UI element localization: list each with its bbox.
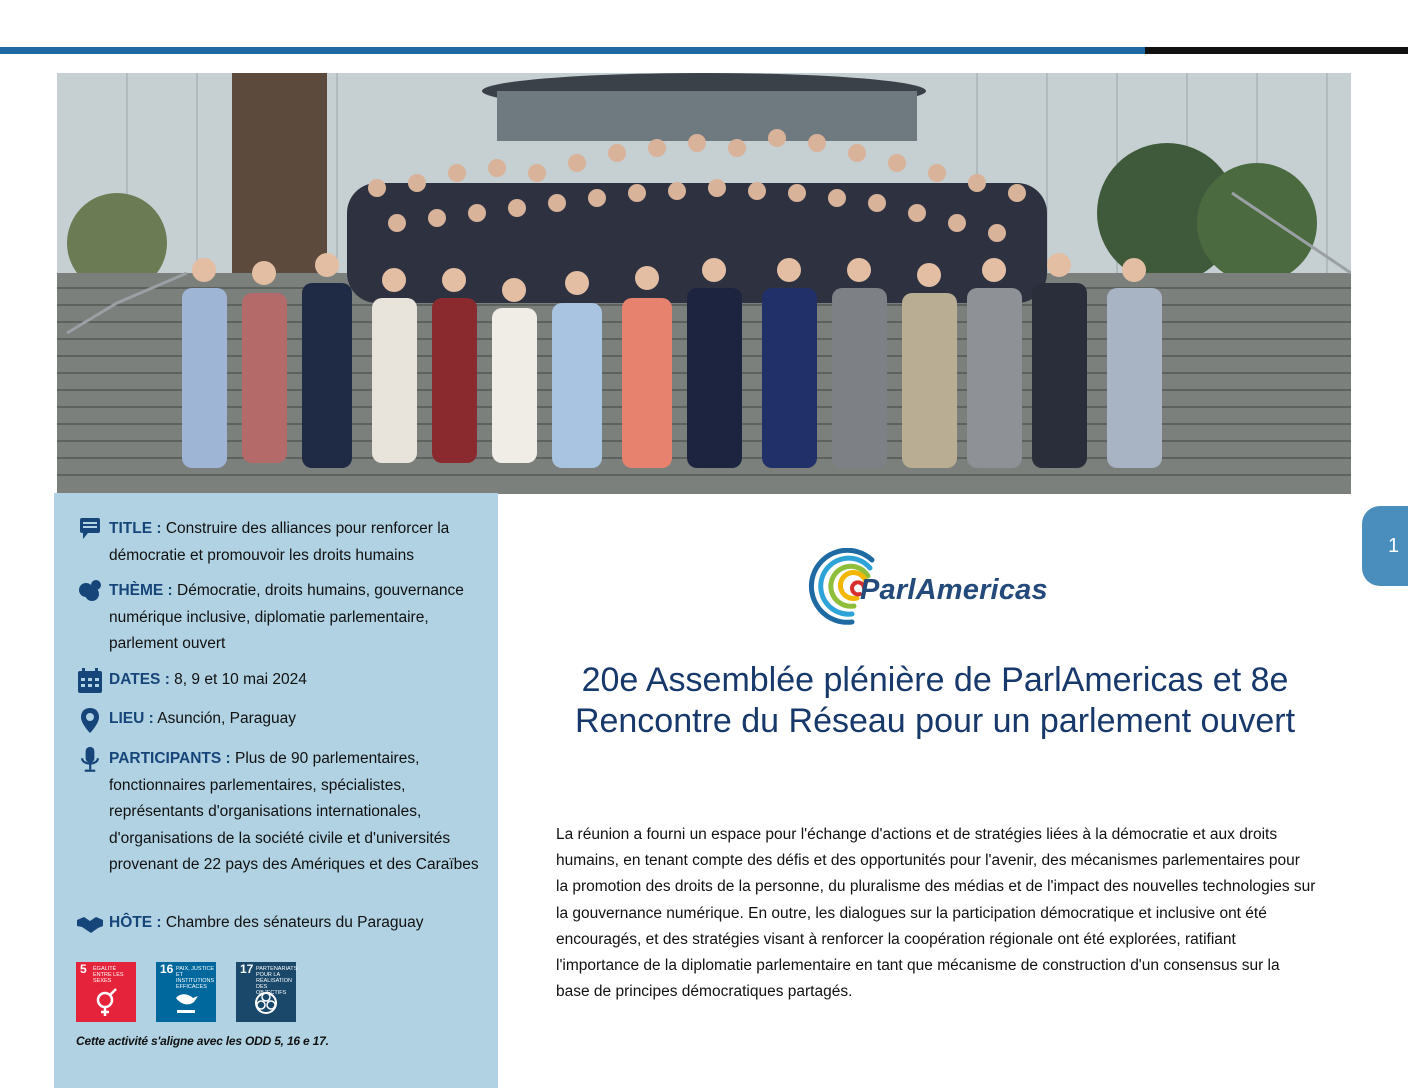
theme-icon xyxy=(76,578,104,606)
group-photo xyxy=(57,73,1351,494)
sdg-17-badge xyxy=(236,962,296,1022)
sdg-5-text: ÉGALITÉ ENTRE LES SEXES xyxy=(93,966,124,984)
speech-bubble-icon xyxy=(76,516,104,544)
page-title: 20e Assemblée plénière de ParlAmericas et 8e Rencontre du Réseau pour un parlement ouvert xyxy=(574,661,1296,740)
location-label: LIEU : xyxy=(109,710,154,727)
sdg-5-number: 5 xyxy=(80,962,87,976)
sdg-17-text: PARTENARIATS POUR LA RÉALISATION DES OBJECTIFS xyxy=(256,966,298,996)
sdg-17-number: 17 xyxy=(240,962,254,976)
calendar-icon xyxy=(76,667,104,695)
handshake-icon xyxy=(76,910,104,938)
partnership-flower-icon xyxy=(251,988,281,1018)
dove-gavel-icon xyxy=(171,988,201,1018)
dates-value: 8, 9 et 10 mai 2024 xyxy=(174,671,307,688)
host-value: Chambre des sénateurs du Paraguay xyxy=(165,914,424,931)
sdg-note: Cette activité s'aligne avec les ODD 5, 16 e 17. xyxy=(76,1034,329,1048)
logo-text: ParlAmericas xyxy=(860,574,1048,606)
location-pin-icon xyxy=(76,706,104,734)
sdg-16-number: 16 xyxy=(160,962,174,976)
title-label: TITLE : xyxy=(109,520,162,537)
microphone-icon xyxy=(76,746,104,774)
host-label: HÔTE : xyxy=(109,914,162,931)
participants-label: PARTICIPANTS : xyxy=(109,750,231,767)
sdg-16-text: PAIX, JUSTICE ET INSTITUTIONS EFFICACES xyxy=(176,966,215,990)
theme-value: Démocratie, droits humains, gouvernance numérique inclusive, diplomatie parlementaire, parlement ouvert xyxy=(109,582,464,652)
participants-value: Plus de 90 parlementaires, fonctionnaires parlementaires, spécialistes, représentants d'organisations internationales, d'organisations de la société civile et d'universités provenant de 22 pays des Amériques et des Caraïbes xyxy=(109,750,479,873)
description-text: La réunion a fourni un espace pour l'échange d'actions et de stratégies liées à la démocratie et aux droits humains, en tenant compte des défis et des opportunités pour l'avenir, des mécanismes parlementaires pour la promotion des droits de la personne, du pluralisme des médias et de l'impact des nouvelles technologies sur la gouvernance numérique. En outre, les dialogues sur la participation démocratique et inclusive ont été encouragés, et des stratégies visant à renforcer la coopération régionale ont été explorées, ratifiant l'importance de la diplomatie parlementaire en tant que mécanisme de construction d'un consensus sur la base de principes démocratiques partagés. xyxy=(556,826,1316,1001)
parlamericas-logo xyxy=(802,548,1082,628)
header-bar-black xyxy=(1145,47,1408,54)
title-value: Construire des alliances pour renforcer la démocratie et promouvoir les droits humains xyxy=(109,520,450,564)
dates-label: DATES : xyxy=(109,671,170,688)
gender-equality-icon xyxy=(91,988,121,1018)
page-number: 1 xyxy=(1388,535,1400,557)
location-value: Asunción, Paraguay xyxy=(157,710,296,727)
theme-label: THÈME : xyxy=(109,582,173,599)
header-bar-blue xyxy=(0,47,1145,54)
sdg-16-badge xyxy=(156,962,216,1022)
page-number-tab xyxy=(1362,506,1408,586)
sdg-5-badge xyxy=(76,962,136,1022)
